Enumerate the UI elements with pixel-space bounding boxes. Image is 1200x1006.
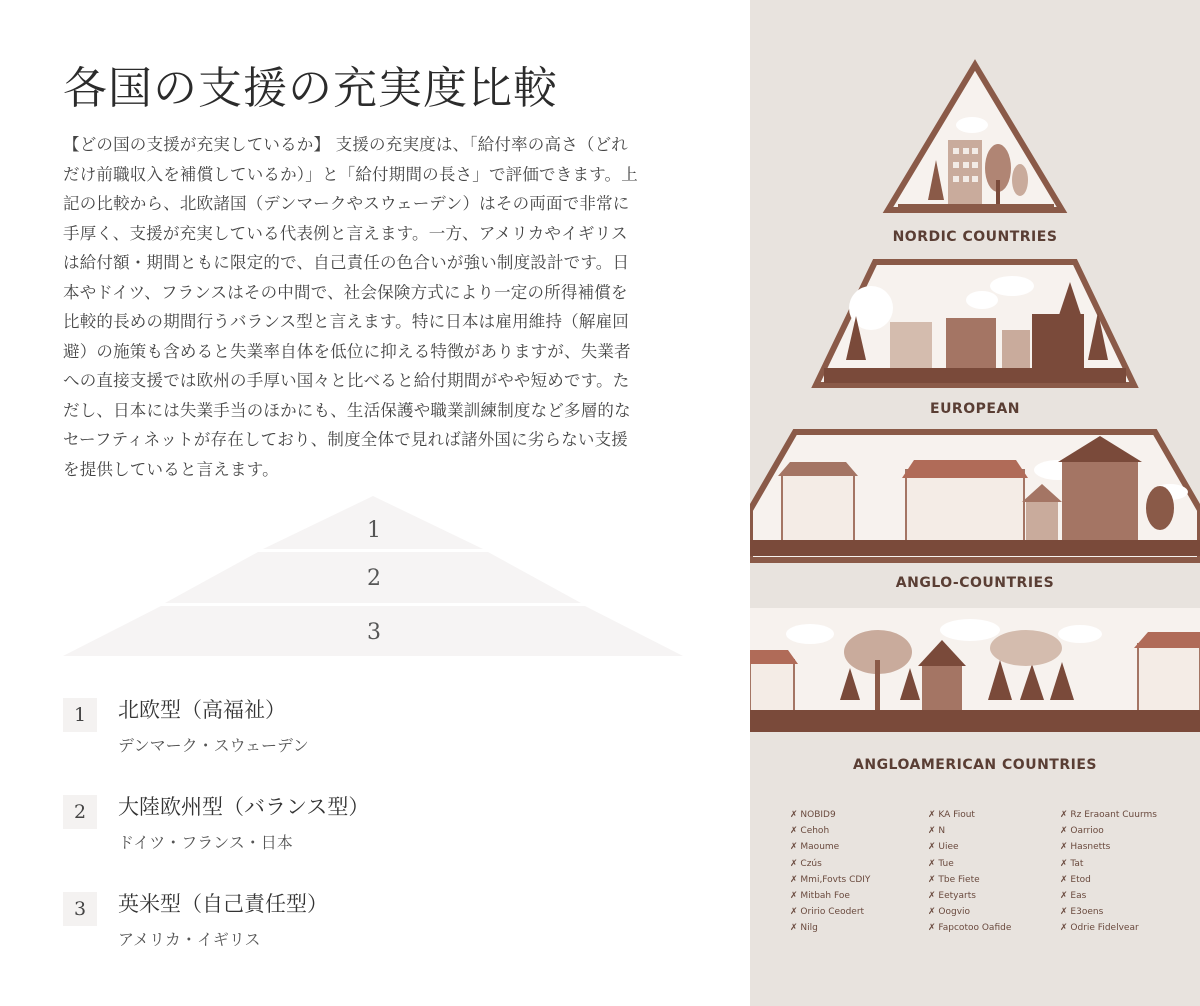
body-line: は給付額・期間ともに限定的で、自己責任の色合いが強い制度設計です。日 [63,253,630,272]
anglo-tier-graphic [750,432,1200,560]
bullet-icon: ✗ [790,826,801,837]
body-paragraph [63,130,683,484]
legend-entry-text: Tbe Fiete [938,874,980,885]
body-line: 手厚く、支援が充実している代表例と言えます。一方、アメリカやイギリス [63,223,628,243]
legend-entry-text: N [938,826,946,837]
legend-entry-text: Fapcotoo Oafide [938,923,1012,934]
bullet-icon: ✗ [790,907,801,918]
legend-entry [790,856,870,872]
legend-entry-text: Eas [1070,891,1087,902]
legend-entry [1060,872,1157,888]
bullet-icon: ✗ [928,907,939,918]
legend-entry [928,823,1011,839]
tier-label-anglo: ANGLO-COUNTRIES [895,575,1055,591]
body-line: 比較的長めの期間行うバランス型と言えます。特に日本は雇用維持（解雇回 [63,312,629,331]
legend-entry-text: NOBID9 [800,810,836,820]
legend-entry-text: Nilg [800,923,818,934]
item-number-badge: 3 [63,892,97,926]
legend-entry [790,888,870,904]
pyramid-level-3: 3 [367,620,381,645]
bullet-icon: ✗ [1060,810,1071,820]
legend-entry-text: Czús [800,858,822,869]
bullet-icon: ✗ [790,810,801,820]
nordic-tier-graphic [888,65,1062,210]
body-line: セーフティネットが存在しており、制度全体で見れば諸外国に劣らない支援 [63,430,628,449]
legend-entry-text: Uiee [938,842,959,853]
legend-entry-text: Oririo Ceodert [800,907,865,918]
legend-entry-text: Mmi,Fovts CDIY [800,874,871,885]
item-subtitle: デンマーク・スウェーデン [118,736,309,755]
legend-entry-text: KA Fiout [938,810,975,820]
bullet-icon: ✗ [1060,858,1071,869]
angloamerican-tier-graphic [750,608,1200,732]
legend-entry [1060,920,1157,936]
bullet-icon: ✗ [928,826,939,837]
tier-label-angloamerican: ANGLOAMERICAN COUNTRIES [853,757,1097,773]
legend-entry [928,839,1011,855]
legend-entry-text: Eetyarts [938,891,976,902]
legend-entry-text: Oogvio [938,907,971,918]
legend-entry-text: Maoume [800,842,840,853]
item-title: 英米型（自己責任型） [118,892,328,916]
legend-entry [790,904,870,920]
item-subtitle: ドイツ・フランス・日本 [118,833,293,852]
legend-column-1 [790,807,870,937]
page-title: 各国の支援の充実度比較 [63,63,558,114]
legend-entry-text: Mitbah Foe [800,891,850,902]
legend-entry [790,823,870,839]
pyramid-level-1: 1 [367,518,381,543]
legend-entry [790,807,870,823]
pyramid-level-2: 2 [367,566,381,591]
legend-entry-text: Rz Eraoant Cuurms [1070,810,1157,820]
legend-entry [790,920,870,936]
item-number-badge: 1 [63,698,97,732]
bullet-icon: ✗ [1060,891,1071,902]
legend-entry [928,872,1011,888]
body-line: 記の比較から、北欧諸国（デンマークやスウェーデン）はその両面で非常に [63,194,630,213]
body-line: 本やドイツ、フランスはその中間で、社会保険方式により一定の所得補償を [63,282,628,302]
legend-entry [790,872,870,888]
legend-entry [790,839,870,855]
legend-entry-text: E3oens [1070,907,1104,918]
body-line: だし、日本には失業手当のほかにも、生活保護や職業訓練制度など多層的な [63,400,631,420]
bullet-icon: ✗ [1060,874,1071,885]
level-pyramid [63,496,683,658]
legend-entry-text: Hasnetts [1070,842,1111,853]
bullet-icon: ✗ [790,923,801,934]
tier-label-european: EUROPEAN [930,401,1020,417]
body-line: 【どの国の支援が充実しているか】 支援の充実度は、「給付率の高さ（どれ [63,135,628,154]
legend-entry-text: Etod [1070,874,1091,885]
bullet-icon: ✗ [1060,842,1071,853]
item-number-badge: 2 [63,795,97,829]
legend-entry-text: Oarrioo [1070,826,1104,837]
body-line: への直接支援では欧州の手厚い国々と比べると給付期間がやや短めです。た [63,371,630,390]
legend-entry [928,920,1011,936]
legend-entry [928,807,1011,823]
legend-column-2 [928,807,1011,937]
bullet-icon: ✗ [928,874,939,885]
european-tier-graphic [816,262,1134,385]
legend-entry [1060,823,1157,839]
bullet-icon: ✗ [1060,826,1071,837]
legend-entry [1060,888,1157,904]
legend-entry [928,856,1011,872]
body-line: 避）の施策も含めると失業率自体を低位に抑える特徴がありますが、失業者 [63,341,631,361]
bullet-icon: ✗ [790,842,801,853]
legend-entry [928,904,1011,920]
legend-column-3 [1060,807,1157,937]
bullet-icon: ✗ [790,858,801,869]
legend-entry [928,888,1011,904]
item-subtitle: アメリカ・イギリス [118,930,261,949]
bullet-icon: ✗ [928,842,939,853]
legend-entry-text: Odrie Fidelvear [1070,923,1139,934]
legend-entry [1060,807,1157,823]
legend-entry [1060,904,1157,920]
legend-entry-text: Cehoh [800,826,830,837]
legend-entry-text: Tat [1070,858,1084,869]
legend-entry [1060,856,1157,872]
bullet-icon: ✗ [928,891,939,902]
bullet-icon: ✗ [928,923,939,934]
infographic-panel [750,0,1200,1006]
bullet-icon: ✗ [928,810,939,820]
item-title: 大陸欧州型（バランス型） [118,795,370,819]
item-title: 北欧型（高福祉） [118,698,286,722]
bullet-icon: ✗ [928,858,939,869]
bullet-icon: ✗ [1060,907,1071,918]
tier-label-nordic: NORDIC COUNTRIES [892,229,1058,245]
body-line: だけ前職収入を補償しているか）」と「給付期間の長さ」で評価できます。上 [63,164,638,184]
bullet-icon: ✗ [790,891,801,902]
body-line: を提供していると言えます。 [63,459,279,479]
legend-entry-text: Tue [938,858,954,869]
legend-entry [1060,839,1157,855]
bullet-icon: ✗ [1060,923,1071,934]
bullet-icon: ✗ [790,874,801,885]
